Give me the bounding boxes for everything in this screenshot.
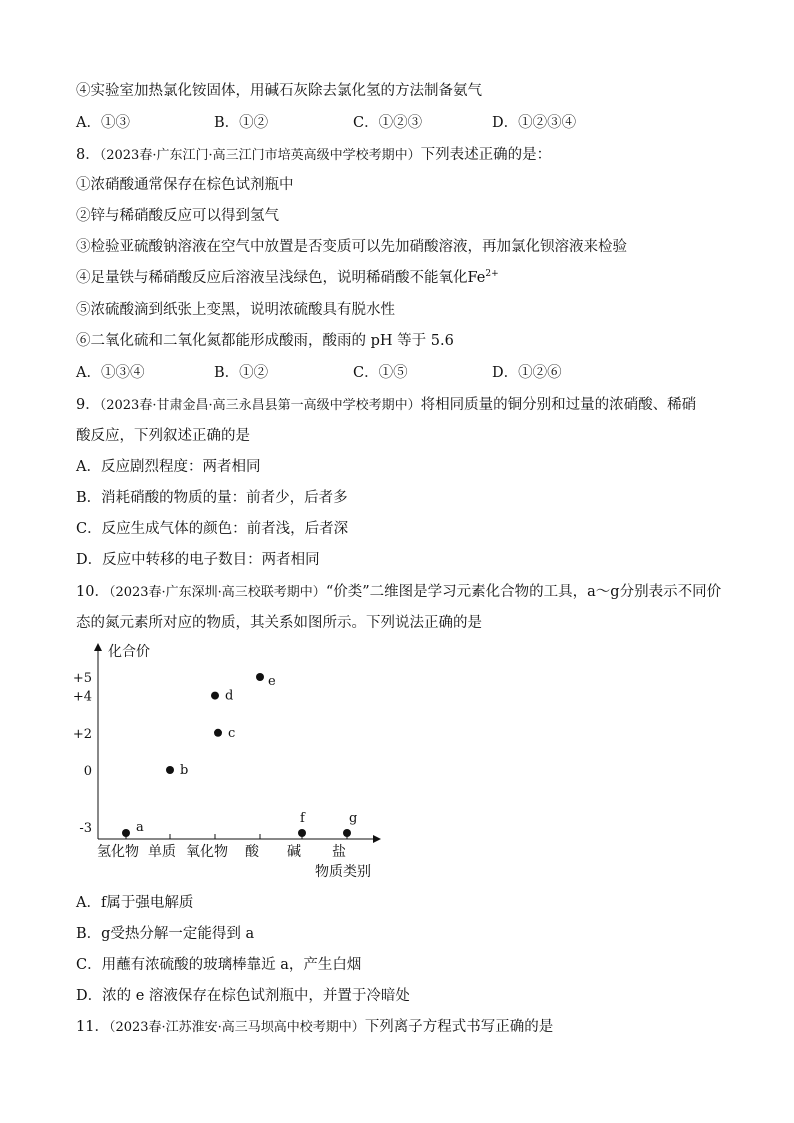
y-tick-label: 0 <box>83 764 92 779</box>
q9-option-d[interactable]: D．反应中转移的电子数目：两者相同 <box>76 552 320 568</box>
x-tick-label: 单质 <box>148 844 176 860</box>
data-point-f <box>298 829 306 837</box>
x-tick-label: 酸 <box>245 844 259 860</box>
data-point-label-g: g <box>349 811 358 826</box>
data-point-label-b: b <box>180 763 189 778</box>
q9-source: （2023春·甘肃金昌·高三永昌县第一高级中学校考期中） <box>99 398 421 413</box>
data-point-e <box>256 673 264 681</box>
q8-statement-1: ①浓硝酸通常保存在棕色试剂瓶中 <box>76 177 294 193</box>
x-tick-label: 氢化物 <box>97 844 139 860</box>
data-point-label-d: d <box>225 688 234 704</box>
data-point-b <box>166 766 174 774</box>
q11-stem <box>76 1017 553 1038</box>
q10-option-a[interactable]: A．f属于强电解质 <box>76 895 194 911</box>
q7-option-d[interactable]: D．①②③④ <box>492 115 577 131</box>
data-point-d <box>211 692 219 700</box>
q8-option-d[interactable]: D．①②⑥ <box>492 365 562 381</box>
data-point-g <box>343 829 351 837</box>
q8-option-c[interactable]: C．①⑤ <box>353 365 408 381</box>
q8-text: 下列表述正确的是： <box>420 147 552 163</box>
valence-category-chart <box>70 636 390 886</box>
x-tick-label: 盐 <box>332 844 346 860</box>
y-tick-label: +4 <box>72 689 92 705</box>
y-tick-label: -3 <box>79 821 92 836</box>
q10-option-c[interactable]: C．用蘸有浓硫酸的玻璃棒靠近 a，产生白烟 <box>76 957 362 973</box>
q8-source: （2023春·广东江门·高三江门市培英高级中学校考期中） <box>99 148 421 163</box>
q9-option-c[interactable]: C．反应生成气体的颜色：前者浅，后者深 <box>76 521 349 537</box>
q11-source: （2023春·江苏淮安·高三马坝高中校考期中） <box>108 1020 365 1035</box>
q9-option-b[interactable]: B．消耗硝酸的物质的量：前者少，后者多 <box>76 490 348 506</box>
y-axis-label: 化合价 <box>108 644 150 660</box>
q8-statement-5: ⑤浓硫酸滴到纸张上变黑，说明浓硫酸具有脱水性 <box>76 302 395 318</box>
q9-stem <box>76 395 696 416</box>
q8-statement-2: ②锌与稀硝酸反应可以得到氢气 <box>76 208 279 224</box>
data-point-c <box>214 729 222 737</box>
data-point-label-e: e <box>268 674 276 689</box>
q10-source: （2023春·广东深圳·高三校联考期中） <box>108 585 326 600</box>
q10-text-2: 态的氮元素所对应的物质，其关系如图所示。下列说法正确的是 <box>76 615 482 631</box>
data-point-label-f: f <box>300 811 305 826</box>
q8-statement-6: ⑥二氧化硫和二氧化氮都能形成酸雨，酸雨的 pH 等于 5.6 <box>76 333 454 349</box>
q10-option-b[interactable]: B．g受热分解一定能得到 a <box>76 926 255 942</box>
q9-text-2: 酸反应，下列叙述正确的是 <box>76 428 250 444</box>
q7-option-a[interactable]: A．①③ <box>76 115 130 131</box>
q8-option-a[interactable]: A．①③④ <box>76 365 145 381</box>
q9-text-1: 将相同质量的铜分别和过量的浓硝酸、稀硝 <box>420 397 697 413</box>
q8-number: 8． <box>76 147 100 163</box>
q8-statement-4-text: ④足量铁与稀硝酸反应后溶液呈浅绿色，说明稀硝酸不能氧化Fe <box>76 270 486 286</box>
x-tick-label: 氧化物 <box>186 844 228 860</box>
q8-statement-4 <box>76 268 499 288</box>
q11-text: 下列离子方程式书写正确的是 <box>364 1019 554 1035</box>
fe-charge: 2+ <box>485 269 499 279</box>
q7-option-c[interactable]: C．①②③ <box>353 115 423 131</box>
q10-text-1: “价类”二维图是学习元素化合物的工具，a～g分别表示不同价 <box>325 584 722 600</box>
y-tick-label: +5 <box>72 671 92 686</box>
q8-stem <box>76 145 551 166</box>
q10-number: 10． <box>76 584 109 600</box>
q9-option-a[interactable]: A．反应剧烈程度：两者相同 <box>76 459 261 475</box>
q11-number: 11． <box>76 1019 109 1035</box>
y-tick-label: +2 <box>72 726 92 742</box>
q8-statement-3: ③检验亚硫酸钠溶液在空气中放置是否变质可以先加硝酸溶液，再加氯化钡溶液来检验 <box>76 239 627 255</box>
data-point-label-c: c <box>228 725 236 741</box>
q8-option-b[interactable]: B．①② <box>214 365 269 381</box>
q10-stem <box>76 582 721 603</box>
q7-option-b[interactable]: B．①② <box>214 115 269 131</box>
x-tick-label: 碱 <box>287 844 301 860</box>
q9-number: 9． <box>76 397 100 413</box>
q7-statement-4: ④实验室加热氯化铵固体，用碱石灰除去氯化氢的方法制备氨气 <box>76 83 482 99</box>
x-axis-label: 物质类别 <box>315 864 371 880</box>
q10-option-d[interactable]: D．浓的 e 溶液保存在棕色试剂瓶中，并置于冷暗处 <box>76 988 410 1004</box>
data-point-label-a: a <box>136 820 144 835</box>
data-point-a <box>122 829 130 837</box>
